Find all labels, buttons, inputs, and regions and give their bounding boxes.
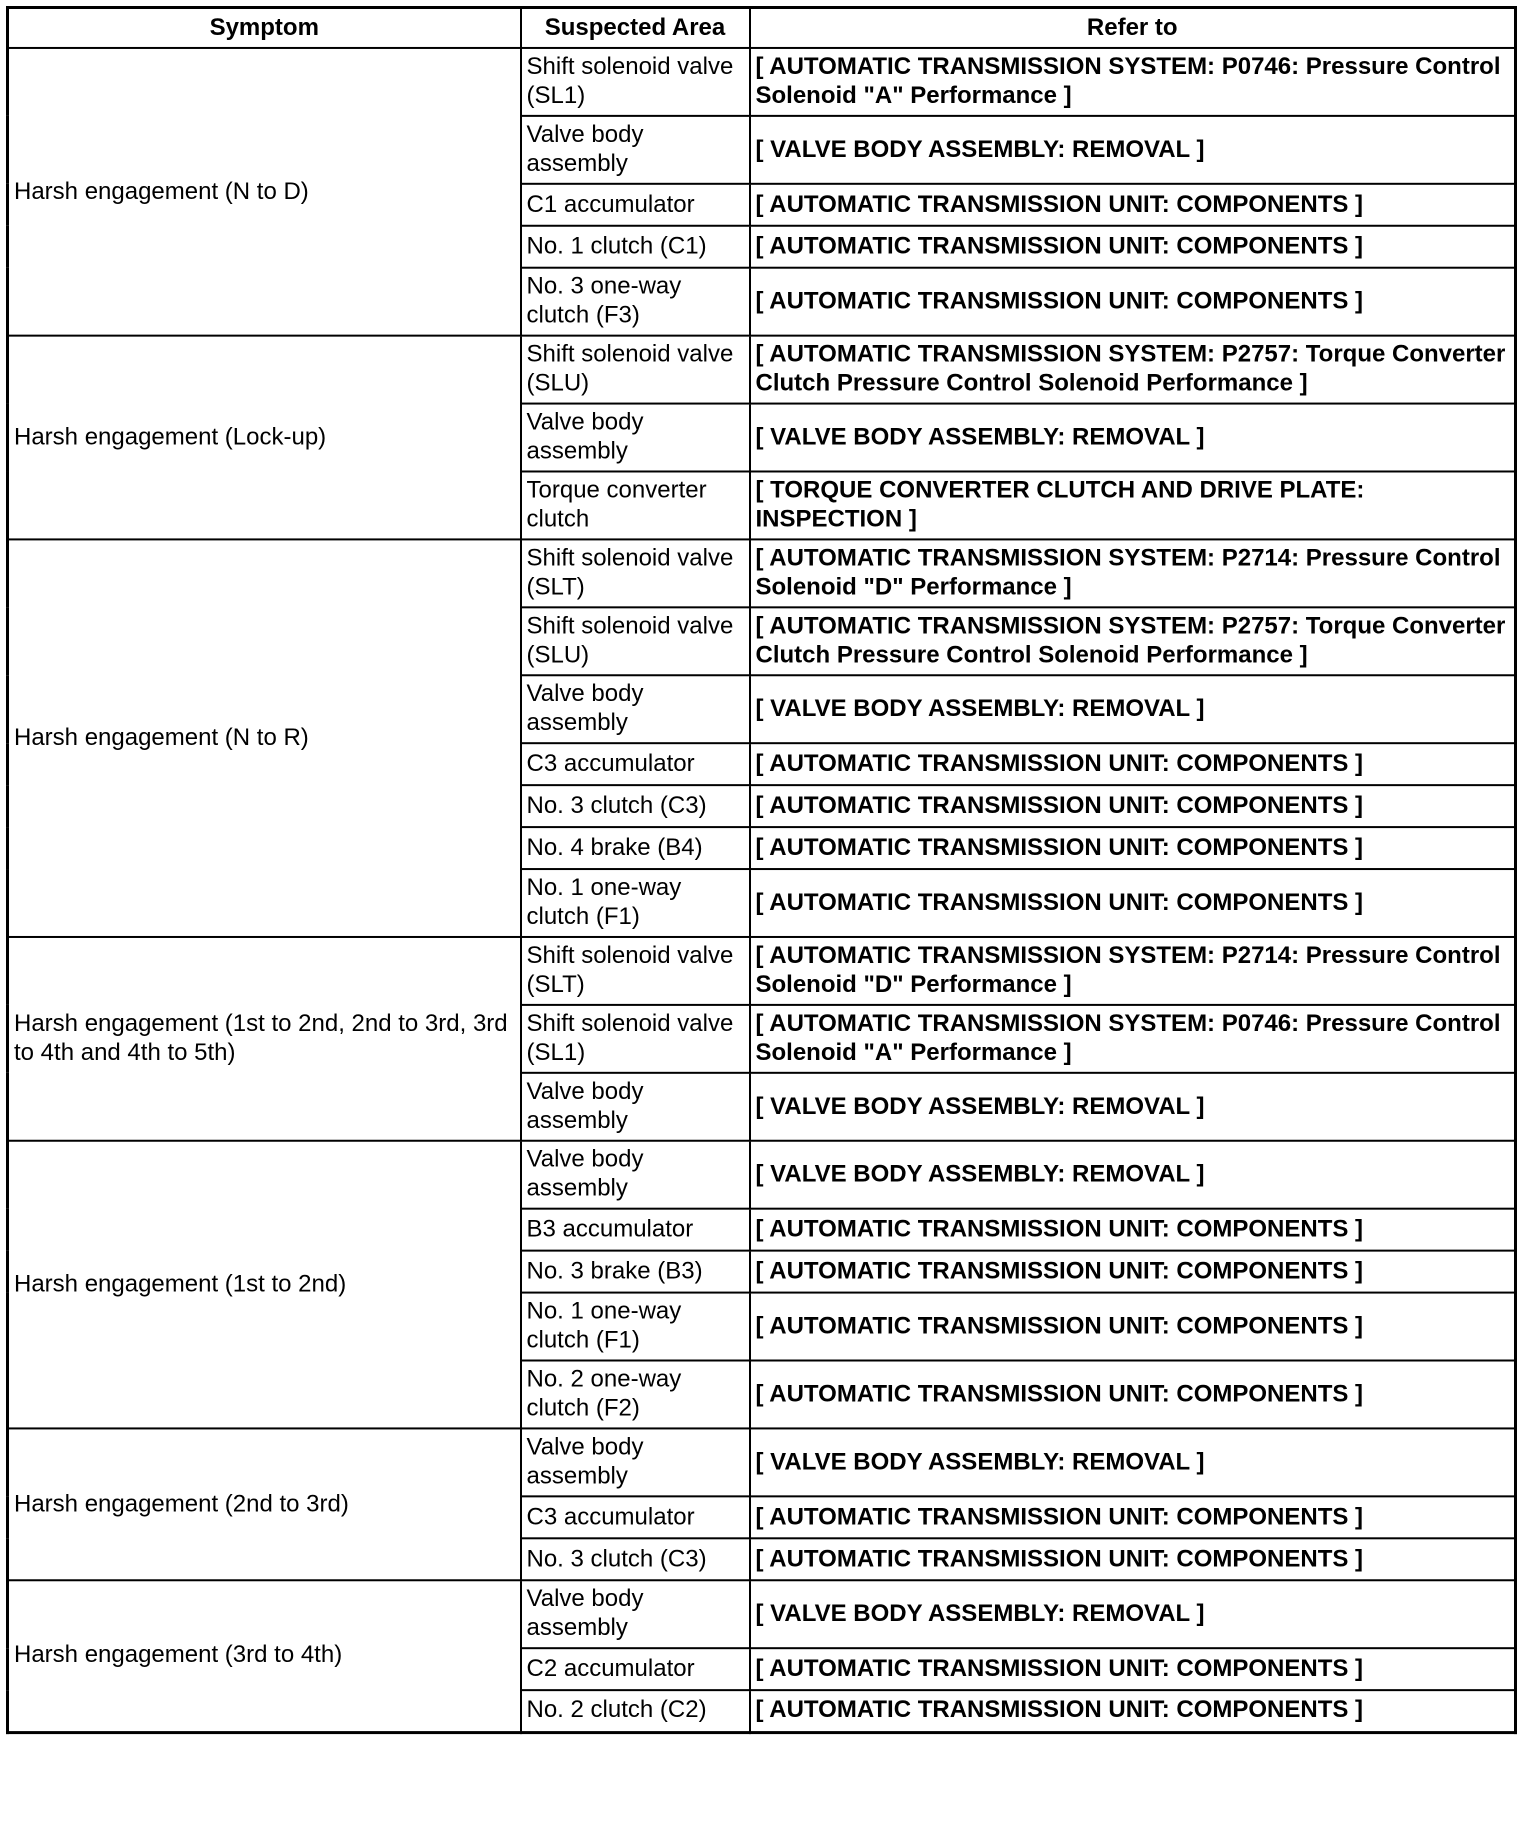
- suspected-area-cell: No. 1 one-way clutch (F1): [521, 1293, 750, 1361]
- table-row: [8, 1580, 1516, 1648]
- refer-to-link[interactable]: [ VALVE BODY ASSEMBLY: REMOVAL ]: [750, 1580, 1516, 1648]
- suspected-area-cell: C3 accumulator: [521, 743, 750, 785]
- refer-to-link[interactable]: [ AUTOMATIC TRANSMISSION UNIT: COMPONENTS ]: [750, 1251, 1516, 1293]
- suspected-area-cell: No. 3 clutch (C3): [521, 1538, 750, 1580]
- suspected-area-cell: Shift solenoid valve (SLT): [521, 937, 750, 1005]
- symptom-cell: Harsh engagement (3rd to 4th): [8, 1580, 521, 1732]
- header-suspected-area: Suspected Area: [521, 7, 750, 47]
- suspected-area-cell: No. 4 brake (B4): [521, 827, 750, 869]
- refer-to-link[interactable]: [ VALVE BODY ASSEMBLY: REMOVAL ]: [750, 1073, 1516, 1141]
- refer-to-link[interactable]: [ AUTOMATIC TRANSMISSION SYSTEM: P0746: Pressure Control Solenoid "A" Performance ]: [750, 1005, 1516, 1073]
- refer-to-link[interactable]: [ AUTOMATIC TRANSMISSION UNIT: COMPONENTS ]: [750, 869, 1516, 937]
- refer-to-link[interactable]: [ AUTOMATIC TRANSMISSION UNIT: COMPONENTS ]: [750, 226, 1516, 268]
- suspected-area-cell: Shift solenoid valve (SLU): [521, 336, 750, 404]
- suspected-area-cell: No. 1 clutch (C1): [521, 226, 750, 268]
- refer-to-link[interactable]: [ AUTOMATIC TRANSMISSION UNIT: COMPONENTS ]: [750, 184, 1516, 226]
- refer-to-link[interactable]: [ AUTOMATIC TRANSMISSION SYSTEM: P2714: Pressure Control Solenoid "D" Performance ]: [750, 539, 1516, 607]
- suspected-area-cell: Shift solenoid valve (SL1): [521, 48, 750, 116]
- suspected-area-cell: Valve body assembly: [521, 1141, 750, 1209]
- suspected-area-cell: No. 3 brake (B3): [521, 1251, 750, 1293]
- suspected-area-cell: Valve body assembly: [521, 1073, 750, 1141]
- refer-to-link[interactable]: [ VALVE BODY ASSEMBLY: REMOVAL ]: [750, 675, 1516, 743]
- table-row: [8, 336, 1516, 404]
- refer-to-link[interactable]: [ AUTOMATIC TRANSMISSION UNIT: COMPONENTS ]: [750, 785, 1516, 827]
- suspected-area-cell: B3 accumulator: [521, 1209, 750, 1251]
- suspected-area-cell: No. 3 one-way clutch (F3): [521, 268, 750, 336]
- suspected-area-cell: C2 accumulator: [521, 1648, 750, 1690]
- symptom-cell: Harsh engagement (2nd to 3rd): [8, 1428, 521, 1580]
- refer-to-link[interactable]: [ VALVE BODY ASSEMBLY: REMOVAL ]: [750, 116, 1516, 184]
- refer-to-link[interactable]: [ AUTOMATIC TRANSMISSION SYSTEM: P2757: Torque Converter Clutch Pressure Control Solenoid Performance ]: [750, 607, 1516, 675]
- table-row: [8, 1141, 1516, 1209]
- suspected-area-cell: C1 accumulator: [521, 184, 750, 226]
- suspected-area-cell: Valve body assembly: [521, 675, 750, 743]
- refer-to-link[interactable]: [ AUTOMATIC TRANSMISSION SYSTEM: P2757: Torque Converter Clutch Pressure Control Solenoid Performance ]: [750, 336, 1516, 404]
- refer-to-link[interactable]: [ AUTOMATIC TRANSMISSION UNIT: COMPONENTS ]: [750, 268, 1516, 336]
- refer-to-link[interactable]: [ AUTOMATIC TRANSMISSION UNIT: COMPONENTS ]: [750, 1648, 1516, 1690]
- suspected-area-cell: Valve body assembly: [521, 1580, 750, 1648]
- header-symptom: Symptom: [8, 7, 521, 47]
- refer-to-link[interactable]: [ AUTOMATIC TRANSMISSION SYSTEM: P2714: Pressure Control Solenoid "D" Performance ]: [750, 937, 1516, 1005]
- refer-to-link[interactable]: [ AUTOMATIC TRANSMISSION UNIT: COMPONENTS ]: [750, 1293, 1516, 1361]
- refer-to-link[interactable]: [ AUTOMATIC TRANSMISSION UNIT: COMPONENTS ]: [750, 1538, 1516, 1580]
- symptom-cell: Harsh engagement (N to D): [8, 48, 521, 336]
- suspected-area-cell: No. 3 clutch (C3): [521, 785, 750, 827]
- refer-to-link[interactable]: [ AUTOMATIC TRANSMISSION UNIT: COMPONENTS ]: [750, 1209, 1516, 1251]
- refer-to-link[interactable]: [ AUTOMATIC TRANSMISSION UNIT: COMPONENTS ]: [750, 743, 1516, 785]
- suspected-area-cell: No. 1 one-way clutch (F1): [521, 869, 750, 937]
- table-row: [8, 1428, 1516, 1496]
- table-row: [8, 539, 1516, 607]
- symptom-cell: Harsh engagement (N to R): [8, 539, 521, 937]
- suspected-area-cell: Valve body assembly: [521, 116, 750, 184]
- troubleshooting-sheet: [6, 6, 1514, 1818]
- suspected-area-cell: Shift solenoid valve (SLT): [521, 539, 750, 607]
- refer-to-link[interactable]: [ AUTOMATIC TRANSMISSION UNIT: COMPONENTS ]: [750, 1496, 1516, 1538]
- suspected-area-cell: Shift solenoid valve (SL1): [521, 1005, 750, 1073]
- refer-to-link[interactable]: [ VALVE BODY ASSEMBLY: REMOVAL ]: [750, 404, 1516, 472]
- refer-to-link[interactable]: [ VALVE BODY ASSEMBLY: REMOVAL ]: [750, 1141, 1516, 1209]
- symptom-cell: Harsh engagement (Lock-up): [8, 336, 521, 540]
- refer-to-link[interactable]: [ VALVE BODY ASSEMBLY: REMOVAL ]: [750, 1428, 1516, 1496]
- suspected-area-cell: No. 2 one-way clutch (F2): [521, 1361, 750, 1429]
- suspected-area-cell: Valve body assembly: [521, 1428, 750, 1496]
- symptom-cell: Harsh engagement (1st to 2nd): [8, 1141, 521, 1429]
- refer-to-link[interactable]: [ AUTOMATIC TRANSMISSION UNIT: COMPONENTS ]: [750, 1690, 1516, 1732]
- refer-to-link[interactable]: [ AUTOMATIC TRANSMISSION UNIT: COMPONENTS ]: [750, 1361, 1516, 1429]
- suspected-area-cell: Valve body assembly: [521, 404, 750, 472]
- table-body: [8, 48, 1516, 1732]
- suspected-area-cell: Shift solenoid valve (SLU): [521, 607, 750, 675]
- symptom-cell: Harsh engagement (1st to 2nd, 2nd to 3rd, 3rd to 4th and 4th to 5th): [8, 937, 521, 1141]
- suspected-area-cell: No. 2 clutch (C2): [521, 1690, 750, 1732]
- header-row: [8, 7, 1516, 47]
- refer-to-link[interactable]: [ AUTOMATIC TRANSMISSION SYSTEM: P0746: Pressure Control Solenoid "A" Performance ]: [750, 48, 1516, 116]
- table-row: [8, 48, 1516, 116]
- header-refer-to: Refer to: [750, 7, 1516, 47]
- refer-to-link[interactable]: [ TORQUE CONVERTER CLUTCH AND DRIVE PLATE: INSPECTION ]: [750, 471, 1516, 539]
- suspected-area-cell: Torque converter clutch: [521, 471, 750, 539]
- refer-to-link[interactable]: [ AUTOMATIC TRANSMISSION UNIT: COMPONENTS ]: [750, 827, 1516, 869]
- suspected-area-cell: C3 accumulator: [521, 1496, 750, 1538]
- table-row: [8, 937, 1516, 1005]
- symptom-table: [6, 6, 1517, 1734]
